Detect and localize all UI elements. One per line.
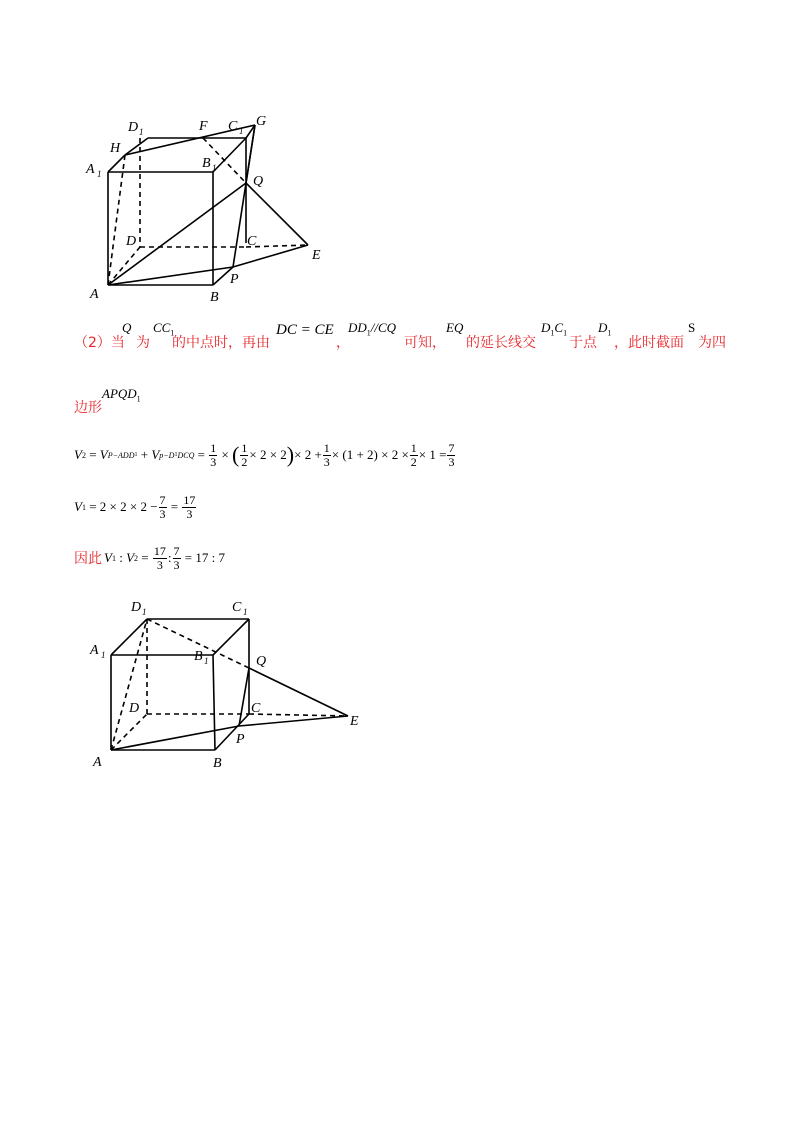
text-section: ，此时截面: [614, 335, 684, 351]
label-B: B: [213, 756, 222, 771]
label-C1: C: [228, 119, 238, 134]
label-A: A: [93, 755, 102, 770]
label-C1-sub: 1: [239, 126, 244, 136]
math-DD1-CQ: $DD_1//CQ$: [348, 320, 397, 338]
text-yudian: 于点: [569, 335, 597, 351]
label-Q: Q: [253, 174, 264, 189]
label-D1-sub: 1: [139, 127, 144, 137]
label-Q: Q: [256, 654, 267, 669]
formula-ratio: 因此 V 1 : V 2 = $\frac{17}{3}$ : $\frac{7}{3}$ = 17 : 7: [74, 543, 225, 572]
label-B1: B: [194, 649, 203, 664]
math-Q: Q: [122, 320, 132, 335]
label-A1: A: [90, 643, 99, 658]
label-B1: B: [202, 156, 211, 171]
text-comma: ，: [336, 335, 350, 351]
math-APQD1: $APQD_1$: [102, 386, 141, 404]
label-D: D: [126, 234, 137, 249]
figure-2-diagram: [80, 590, 370, 775]
label-G: G: [256, 114, 267, 129]
label-F: F: [199, 119, 208, 134]
math-D1-point: $D_1$: [598, 320, 612, 338]
label-C: C: [251, 701, 261, 716]
label-H: H: [110, 141, 121, 156]
formula-v1: V 1 = 2 × 2 × 2 − $\frac{7}{3}$ = $\frac{17}{3}$: [74, 492, 196, 521]
label-D1: D: [128, 120, 139, 135]
label-D1-sub: 1: [142, 607, 147, 617]
math-D1C1: $D_1C_1$: [541, 320, 568, 338]
formula-v2: V 2 = V P−ADD 1 + V p−D 1 DCQ = $\frac{1}{3}$ × ( $\frac{1}{2}$ × 2 × 2 ) × 2 + $\frac{1}{3}$ × (1 + 2) × 2 × $\frac{1}{2}$ × 1 = $\frac{7}{3}$: [74, 440, 455, 469]
math-CC1: $CC_1$: [153, 320, 175, 338]
solution-line-2: [74, 386, 274, 416]
text-wei-si: 为四: [698, 335, 726, 351]
text-wei: 为: [136, 335, 150, 351]
label-E: E: [350, 714, 359, 729]
math-DC-CE: DC = CE: [276, 322, 334, 338]
solution-line-1: [74, 318, 764, 352]
label-B1-sub: 1: [212, 163, 217, 173]
label-A1-sub: 1: [97, 169, 102, 179]
text-intro: （2）当: [74, 335, 125, 351]
label-C: C: [247, 234, 257, 249]
text-midpoint: 的中点时，再由: [172, 335, 270, 351]
label-C1-sub: 1: [243, 607, 248, 617]
label-E: E: [312, 248, 321, 263]
label-B: B: [210, 290, 219, 305]
label-B1-sub: 1: [204, 656, 209, 666]
math-EQ: EQ: [446, 320, 464, 335]
math-S: S: [688, 320, 696, 335]
figure-1-diagram: [80, 105, 340, 310]
label-D: D: [129, 701, 140, 716]
label-A: A: [90, 287, 99, 302]
label-P: P: [230, 272, 239, 287]
text-kezhi: 可知，: [404, 335, 446, 351]
label-A1: A: [86, 162, 95, 177]
text-quadrilateral: 边形: [74, 400, 102, 416]
label-A1-sub: 1: [101, 650, 106, 660]
label-D1: D: [131, 600, 142, 615]
label-P: P: [236, 732, 245, 747]
label-C1: C: [232, 600, 242, 615]
text-extension: 的延长线交: [466, 335, 536, 351]
